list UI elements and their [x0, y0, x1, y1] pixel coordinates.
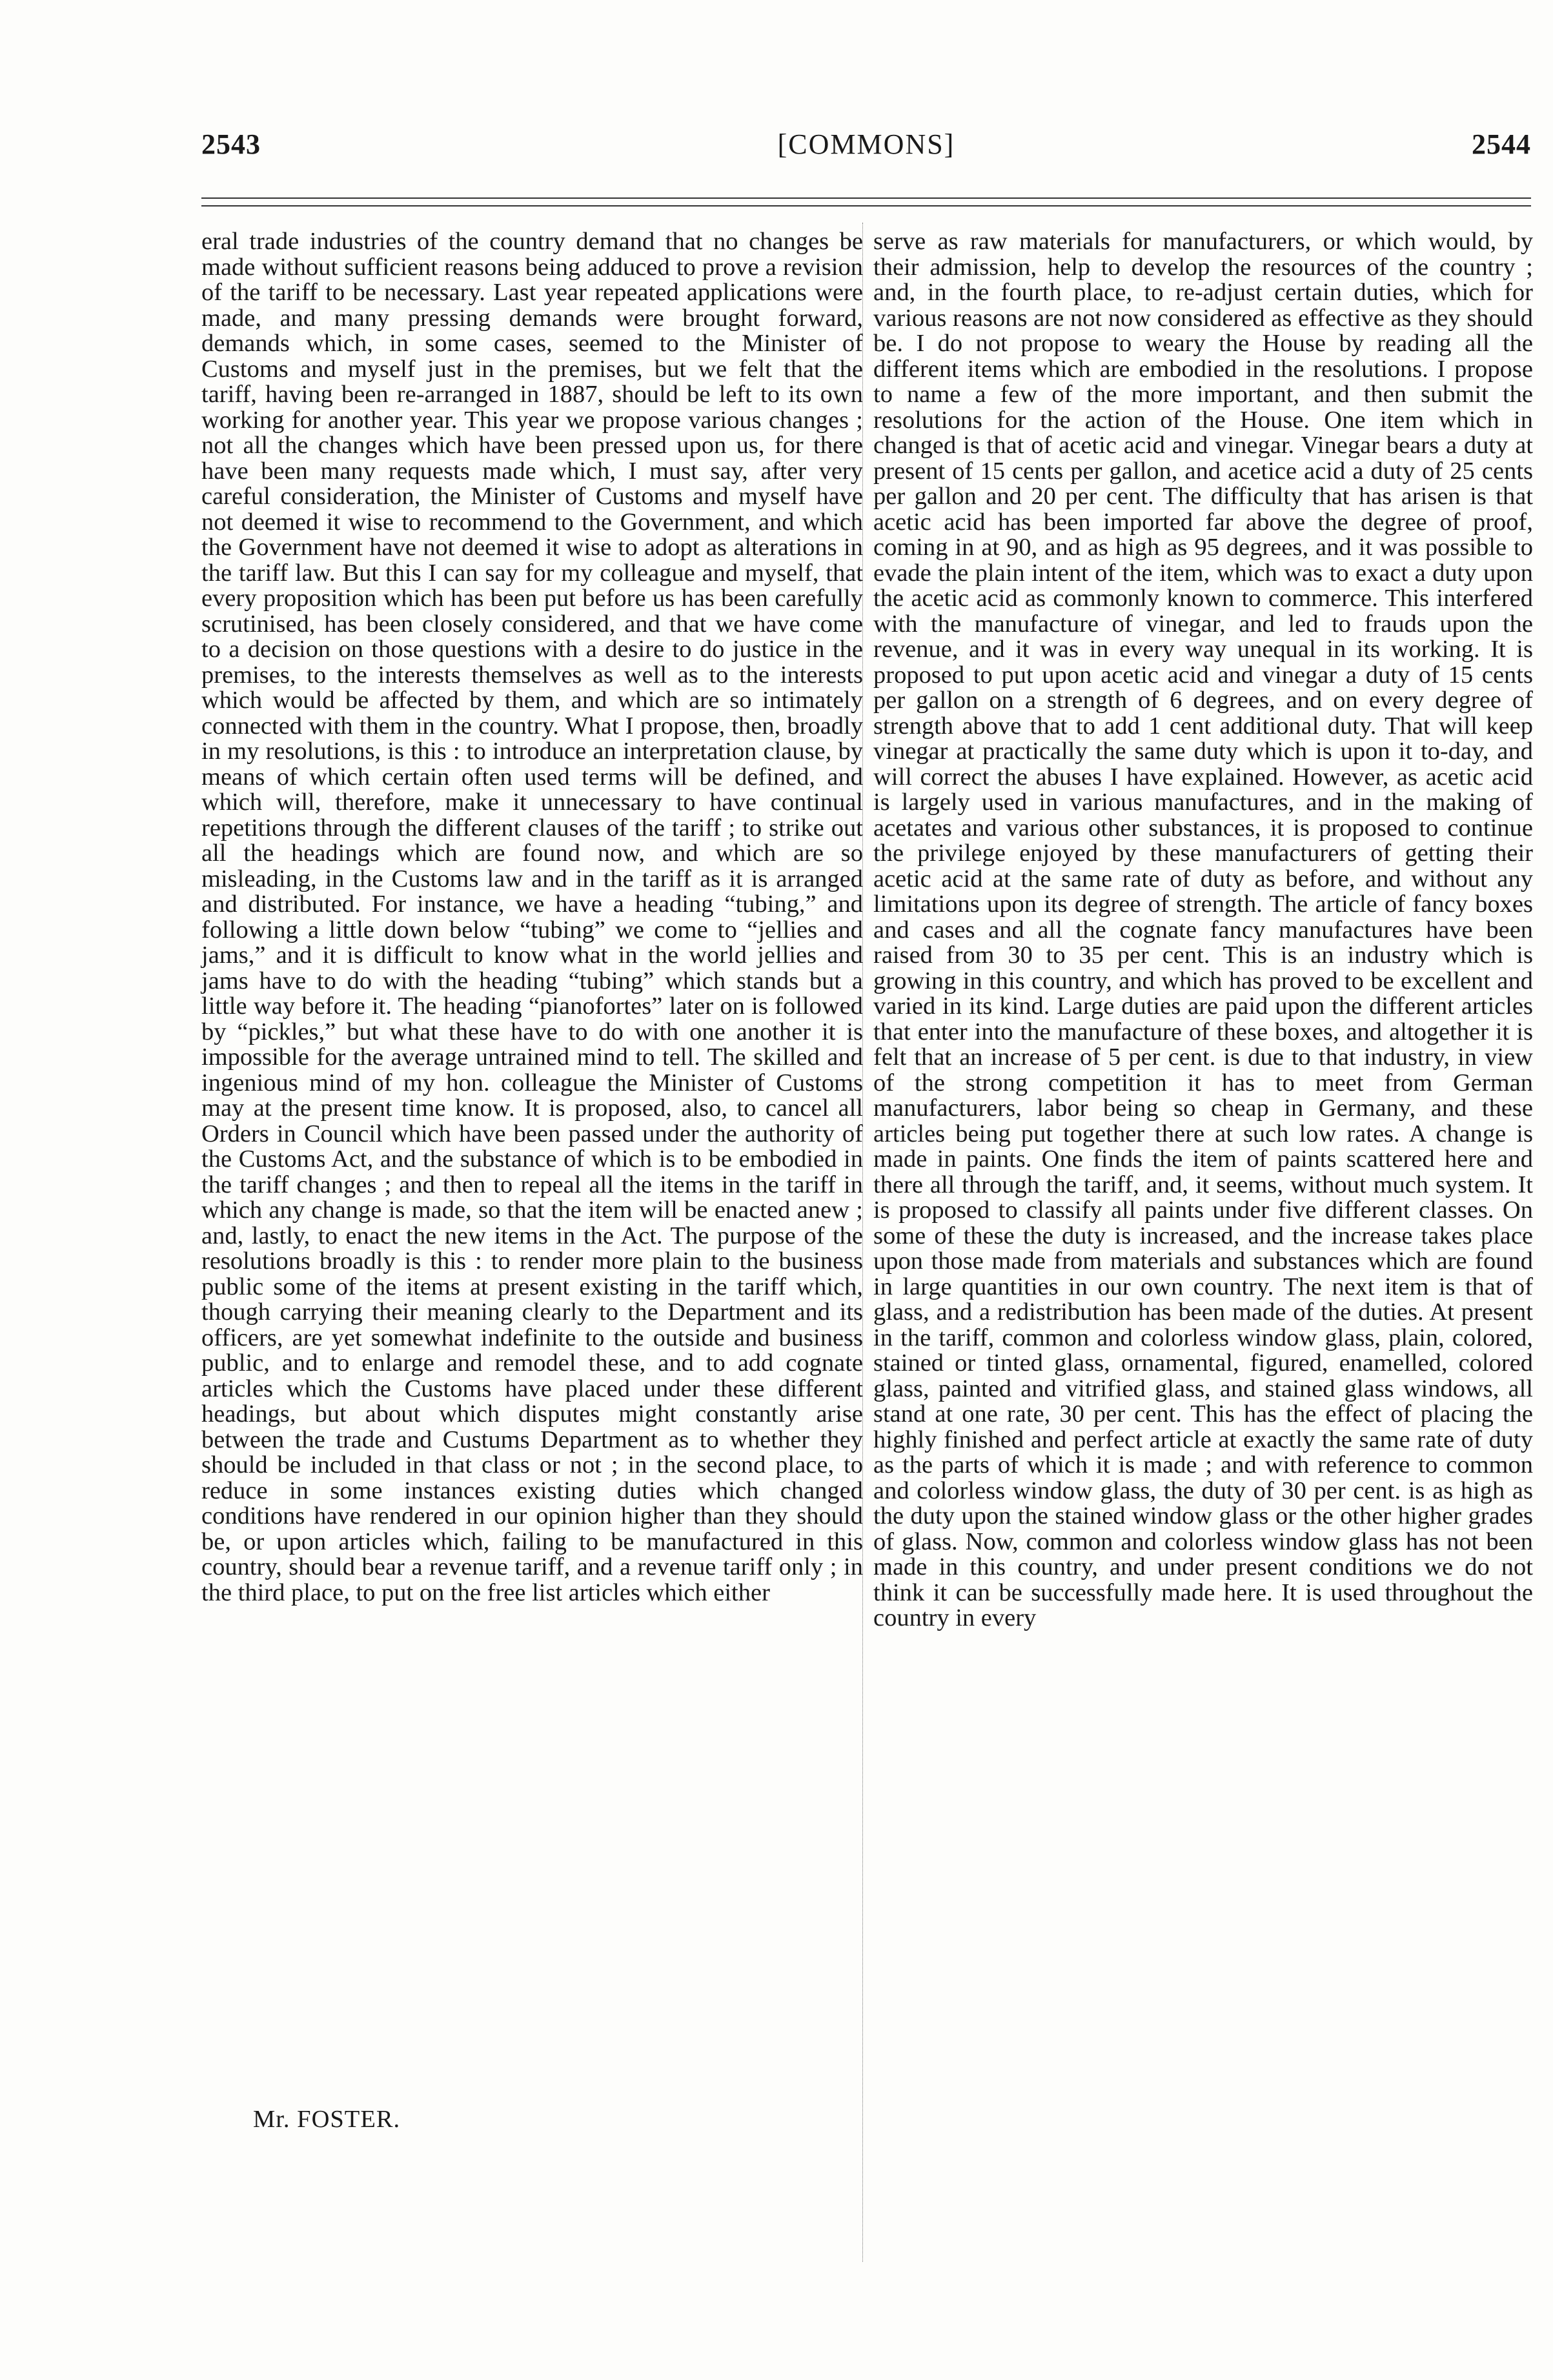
right-column-text: serve as raw materials for manufacturers, or which would, by their admission, help to develop the resources of the country ; and, in the fourth place, to re-adjust certain duties, which for various reasons are not now considered as effective as they should be. I do not propose to weary the House by reading all the different items which are embodied in the resolutions. I propose to name a few of the more important, and then submit the resolutions for the action of the House. One item which in changed is that of acetic acid and vinegar. Vinegar bears a duty at present of 15 cents per gallon, and acetice acid a duty of 25 cents per gallon and 20 per cent. The difficulty that has arisen is that acetic acid has been imported far above the degree of proof, coming in at 90, and as high as 95 degrees, and it was possible to evade the plain intent of the item, which was to exact a duty upon the acetic acid as commonly known to commerce. This interfered with the manufacture of vinegar, and led to frauds upon the revenue, and it was in every way unequal in its working. It is proposed to put upon acetic acid and vinegar a duty of 15 cents per gallon on a strength of 6 degrees, and on every degree of strength above that to add 1 cent additional duty. That will keep vinegar at practically the same duty which is upon it to-day, and will correct the abuses I have explained. However, as acetic acid is largely used in various manufactures, and in the making of acetates and various other substances, it is proposed to continue the privilege enjoyed by these manufacturers of getting their acetic acid at the same rate of duty as before, and without any limitations upon its degree of strength. The article of fancy boxes and cases and all the cognate fancy manufactures have been raised from 30 to 35 per cent. This is an industry which is growing in this country, and which has proved to be excellent and varied in its kind. Large duties are paid upon the different articles that enter into the manufacture of these boxes, and altogether it is felt that an increase of 5 per cent. is due to that industry, in view of the strong competition it has to meet from German manufacturers, labor being so cheap in Germany, and these articles being put together there at such low rates. A change is made in paints. One finds the item of paints scattered here and there all through the tariff, and, it seems, without much system. It is proposed to classify all paints under five different classes. On some of these the duty is increased, and the increase takes place upon those made from materials and substances which are found in large quantities in our own country. The next item is that of glass, and a redistribution has been made of the duties. At present in the tariff, common and colorless window glass, plain, colored, stained or tinted glass, ornamental, figured, enamelled, colored glass, painted and vitrified glass, and stained glass windows, all stand at one rate, 30 per cent. This has the effect of placing the highly finished and perfect article at exactly the same rate of duty as the parts of which it is made ; and with reference to common and colorless window glass, the duty of 30 per cent. is as high as the duty upon the stained window glass or the other higher grades of glass. Now, common and colorless window glass has not been made in this country, and under present conditions we do not think it can be successfully made here. It is used throughout the country in every — [873, 228, 1533, 1631]
speaker-footer — [253, 2105, 400, 2133]
speaker-name: Mr. FOSTER. — [253, 2106, 401, 2133]
page-header — [201, 128, 1531, 166]
right-page-number: 2544 — [1472, 128, 1531, 160]
left-column-text: eral trade industries of the country demand that no changes be made without sufficient reasons being adduced to prove a revision of the tariff to be necessary. Last year repeated applications were made, and many pressing demands were brought forward, demands which, in some cases, seemed to the Minister of Customs and myself just in the premises, but we felt that the tariff, having been re-arranged in 1887, should be left to its own working for another year. This year we propose various changes ; not all the changes which have been pressed upon us, for there have been many requests made which, I must say, after very careful consideration, the Minister of Customs and myself have not deemed it wise to recommend to the Government, and which the Government have not deemed it wise to adopt as alterations in the tariff law. But this I can say for my colleague and myself, that every proposition which has been put before us has been carefully scrutinised, has been closely considered, and that we have come to a decision on those questions with a desire to do justice in the premises, to the interests themselves as well as to the interests which would be affected by them, and which are so intimately connected with them in the country. What I propose, then, broadly in my resolutions, is this : to introduce an interpretation clause, by means of which certain often used terms will be defined, and which will, therefore, make it unnecessary to have continual repetitions through the different clauses of the tariff ; to strike out all the headings which are found now, and which are so misleading, in the Customs law and in the tariff as it is arranged and distributed. For instance, we have a heading “tubing,” and following a little down below “tubing” we come to “jellies and jams,” and it is difficult to know what in the world jellies and jams have to do with the heading “tubing” which stands but a little way before it. The heading “pianofortes” later on is followed by “pickles,” but what these have to do with one another it is impossible for the average untrained mind to tell. The skilled and ingenious mind of my hon. colleague the Minister of Customs may at the present time know. It is proposed, also, to cancel all Orders in Council which have been passed under the authority of the Customs Act, and the substance of which is to be embodied in the tariff changes ; and then to repeal all the items in the tariff in which any change is made, so that the item will be enacted anew ; and, lastly, to enact the new items in the Act. The purpose of the resolutions broadly is this : to render more plain to the business public some of the items at present existing in the tariff which, though carrying their meaning clearly to the Department and its officers, are yet somewhat indefinite to the outside and business public, and to enlarge and remodel these, and to add cognate articles which the Customs have placed under these different headings, but about which disputes might constantly arise between the trade and Custums Department as to whether they should be included in that class or not ; in the second place, to reduce in some instances existing duties which changed conditions have rendered in our opinion higher than they should be, or upon articles which, failing to be manufactured in this country, should bear a revenue tariff, and a revenue tariff only ; in the third place, to put on the free list articles which either — [201, 228, 863, 1606]
running-title: [COMMONS] — [777, 128, 955, 160]
right-column — [873, 229, 1533, 1631]
left-column — [201, 229, 863, 1606]
left-page-number: 2543 — [201, 128, 261, 160]
header-rule-top — [201, 197, 1531, 199]
column-divider — [862, 223, 863, 2262]
header-rule-bottom — [201, 205, 1531, 207]
